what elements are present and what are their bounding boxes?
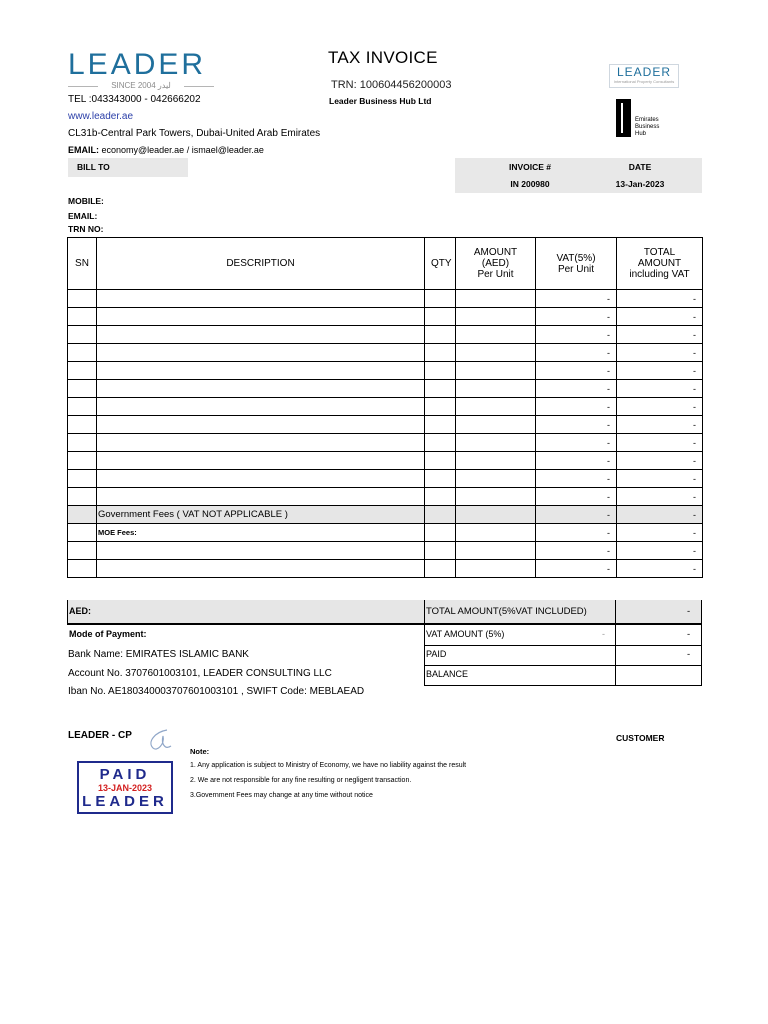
amount-cell — [456, 308, 536, 326]
ebh-line-2: Business — [635, 124, 660, 130]
amount-cell — [456, 560, 536, 578]
col-header-vat: VAT(5%) Per Unit — [536, 238, 617, 290]
qty-cell — [425, 308, 456, 326]
company-email-value[interactable]: economy@leader.ae / ismael@leader.ae — [101, 145, 264, 155]
qty-cell — [425, 326, 456, 344]
table-row — [68, 380, 703, 398]
sn-cell — [68, 506, 97, 524]
vat-cell: - — [536, 380, 617, 398]
total-amount-label: TOTAL AMOUNT(5%VAT INCLUDED) — [426, 606, 587, 617]
vat-cell: - — [536, 308, 617, 326]
company-logo: LEADER — [68, 48, 207, 81]
description-cell — [97, 542, 425, 560]
sn-cell — [68, 524, 97, 542]
col-header-total: TOTAL AMOUNT including VAT — [617, 238, 703, 290]
date-value: 13-Jan-2023 — [615, 179, 665, 189]
qty-cell — [425, 524, 456, 542]
mode-of-payment-label: Mode of Payment: — [69, 629, 147, 639]
bank-iban: Iban No. AE180340003707601003101 , SWIFT Code: MEBLAEAD — [68, 686, 365, 697]
leader-cp-label: LEADER - CP — [68, 730, 132, 741]
table-row — [68, 560, 703, 578]
total-cell: - — [617, 488, 703, 506]
summary-line — [67, 624, 702, 625]
summary-line — [424, 685, 702, 686]
total-amount-value: - — [687, 606, 691, 617]
note-2: 2. We are not responsible for any fine resulting or negligent transaction. — [190, 777, 412, 784]
qty-cell — [425, 488, 456, 506]
total-cell: - — [617, 506, 703, 524]
total-cell: - — [617, 524, 703, 542]
amount-cell — [456, 488, 536, 506]
total-cell: - — [617, 416, 703, 434]
vat-cell: - — [536, 452, 617, 470]
leader-logo-right — [609, 64, 679, 88]
col-header-amount: AMOUNT (AED) Per Unit — [456, 238, 536, 290]
vat-cell: - — [536, 416, 617, 434]
vat-amount-mid: - — [602, 629, 605, 639]
stamp-paid-text: PAID — [99, 766, 151, 783]
amount-cell — [456, 398, 536, 416]
summary-divider-3 — [701, 624, 702, 685]
qty-cell — [425, 542, 456, 560]
amount-cell — [456, 524, 536, 542]
items-table — [67, 237, 703, 578]
invoice-number-value: IN 200980 — [510, 179, 550, 189]
description-cell: MOE Fees: — [97, 524, 425, 542]
table-row — [68, 326, 703, 344]
total-cell: - — [617, 344, 703, 362]
sn-cell — [68, 416, 97, 434]
amount-cell — [456, 290, 536, 308]
vat-cell: - — [536, 506, 617, 524]
sn-cell — [68, 398, 97, 416]
total-cell: - — [617, 398, 703, 416]
description-cell — [97, 416, 425, 434]
sn-cell — [68, 326, 97, 344]
sn-cell — [68, 560, 97, 578]
description-cell — [97, 488, 425, 506]
sn-cell — [68, 434, 97, 452]
table-row — [68, 488, 703, 506]
sn-cell — [68, 308, 97, 326]
description-cell — [97, 308, 425, 326]
bill-to-label: BILL TO — [68, 158, 188, 177]
amount-cell — [456, 434, 536, 452]
vat-cell: - — [536, 398, 617, 416]
sn-cell — [68, 488, 97, 506]
bank-name: Bank Name: EMIRATES ISLAMIC BANK — [68, 649, 249, 660]
total-cell: - — [617, 326, 703, 344]
total-cell: - — [617, 452, 703, 470]
description-cell — [97, 560, 425, 578]
total-cell: - — [617, 362, 703, 380]
qty-cell — [425, 470, 456, 488]
summary-line — [424, 665, 702, 666]
trn-number: TRN: 100604456200003 — [331, 79, 452, 91]
vat-amount-label: VAT AMOUNT (5%) — [426, 629, 505, 639]
sn-cell — [68, 290, 97, 308]
vat-amount-value: - — [687, 629, 691, 640]
amount-cell — [456, 452, 536, 470]
paid-label: PAID — [426, 649, 447, 659]
leader-logo-right-sub: International Property Consultants — [613, 79, 675, 84]
description-cell — [97, 380, 425, 398]
balance-label: BALANCE — [426, 669, 469, 679]
amount-cell — [456, 416, 536, 434]
invoice-info-box — [455, 158, 702, 193]
note-title: Note: — [190, 747, 210, 756]
qty-cell — [425, 362, 456, 380]
table-row — [68, 524, 703, 542]
sn-cell — [68, 344, 97, 362]
col-header-sn: SN — [68, 238, 97, 290]
qty-cell — [425, 398, 456, 416]
table-row — [68, 506, 703, 524]
leader-logo-right-text: LEADER — [616, 65, 672, 79]
amount-cell — [456, 362, 536, 380]
table-row — [68, 452, 703, 470]
email-label: EMAIL: — [68, 211, 98, 221]
qty-cell — [425, 416, 456, 434]
stamp-leader-text: LEADER — [82, 793, 168, 810]
table-row — [68, 344, 703, 362]
vat-cell: - — [536, 470, 617, 488]
table-header-row — [68, 238, 703, 290]
trn-no-label: TRN NO: — [68, 224, 104, 234]
invoice-number-label: INVOICE # — [508, 162, 552, 172]
table-row — [68, 398, 703, 416]
sn-cell — [68, 380, 97, 398]
description-cell — [97, 398, 425, 416]
sn-cell — [68, 542, 97, 560]
summary-divider — [424, 600, 425, 685]
company-address: CL31b-Central Park Towers, Dubai-United Arab Emirates — [68, 128, 321, 139]
table-row — [68, 434, 703, 452]
ebh-line-3: Hub — [635, 131, 647, 137]
company-website-link[interactable]: www.leader.ae — [68, 111, 134, 122]
total-cell: - — [617, 290, 703, 308]
total-cell: - — [617, 434, 703, 452]
table-row — [68, 290, 703, 308]
qty-cell — [425, 560, 456, 578]
company-tel: TEL :043343000 - 042666202 — [68, 94, 201, 105]
company-email — [68, 145, 264, 155]
amount-cell — [456, 506, 536, 524]
ebh-tower-icon — [616, 99, 631, 137]
total-cell: - — [617, 308, 703, 326]
bank-account: Account No. 3707601003101, LEADER CONSULTING LLC — [68, 668, 332, 679]
col-header-qty: QTY — [425, 238, 456, 290]
summary-divider-2 — [615, 600, 616, 685]
amount-cell — [456, 344, 536, 362]
total-cell: - — [617, 560, 703, 578]
stamp-date: 13-JAN-2023 — [97, 783, 153, 793]
vat-cell: - — [536, 524, 617, 542]
sn-cell — [68, 362, 97, 380]
description-cell — [97, 344, 425, 362]
description-cell — [97, 434, 425, 452]
customer-label: CUSTOMER — [616, 733, 665, 743]
vat-cell: - — [536, 344, 617, 362]
total-cell: - — [617, 470, 703, 488]
col-header-description: DESCRIPTION — [97, 238, 425, 290]
summary-line — [424, 645, 702, 646]
note-1: 1. Any application is subject to Ministry of Economy, we have no liability against the result — [190, 762, 467, 769]
table-row — [68, 542, 703, 560]
total-cell: - — [617, 542, 703, 560]
amount-cell — [456, 380, 536, 398]
paid-value: - — [687, 649, 691, 660]
company-email-label: EMAIL: — [68, 145, 102, 155]
qty-cell — [425, 380, 456, 398]
amount-cell — [456, 542, 536, 560]
amount-cell — [456, 470, 536, 488]
vat-cell: - — [536, 362, 617, 380]
vat-cell: - — [536, 434, 617, 452]
date-label: DATE — [628, 162, 652, 172]
qty-cell — [425, 344, 456, 362]
vat-cell: - — [536, 326, 617, 344]
amount-cell — [456, 326, 536, 344]
description-cell — [97, 326, 425, 344]
signature-icon — [145, 726, 175, 754]
mobile-label: MOBILE: — [68, 196, 104, 206]
qty-cell — [425, 434, 456, 452]
hub-name: Leader Business Hub Ltd — [329, 96, 432, 106]
description-cell: Government Fees ( VAT NOT APPLICABLE ) — [97, 506, 425, 524]
emirates-business-hub-logo — [616, 99, 666, 139]
aed-label: AED: — [69, 606, 91, 616]
invoice-title: TAX INVOICE — [328, 48, 438, 67]
table-row — [68, 308, 703, 326]
sn-cell — [68, 470, 97, 488]
qty-cell — [425, 506, 456, 524]
table-row — [68, 470, 703, 488]
company-logo-tagline: SINCE 2004 ليدر — [68, 81, 214, 90]
description-cell — [97, 452, 425, 470]
vat-cell: - — [536, 542, 617, 560]
qty-cell — [425, 452, 456, 470]
vat-cell: - — [536, 488, 617, 506]
note-3: 3.Government Fees may change at any time without notice — [190, 792, 373, 799]
table-row — [68, 362, 703, 380]
sn-cell — [68, 452, 97, 470]
ebh-line-1: Emirates — [635, 117, 659, 123]
table-row — [68, 416, 703, 434]
vat-cell: - — [536, 560, 617, 578]
description-cell — [97, 470, 425, 488]
description-cell — [97, 290, 425, 308]
description-cell — [97, 362, 425, 380]
paid-stamp — [77, 761, 173, 814]
total-row — [67, 600, 702, 624]
total-cell: - — [617, 380, 703, 398]
vat-cell: - — [536, 290, 617, 308]
qty-cell — [425, 290, 456, 308]
